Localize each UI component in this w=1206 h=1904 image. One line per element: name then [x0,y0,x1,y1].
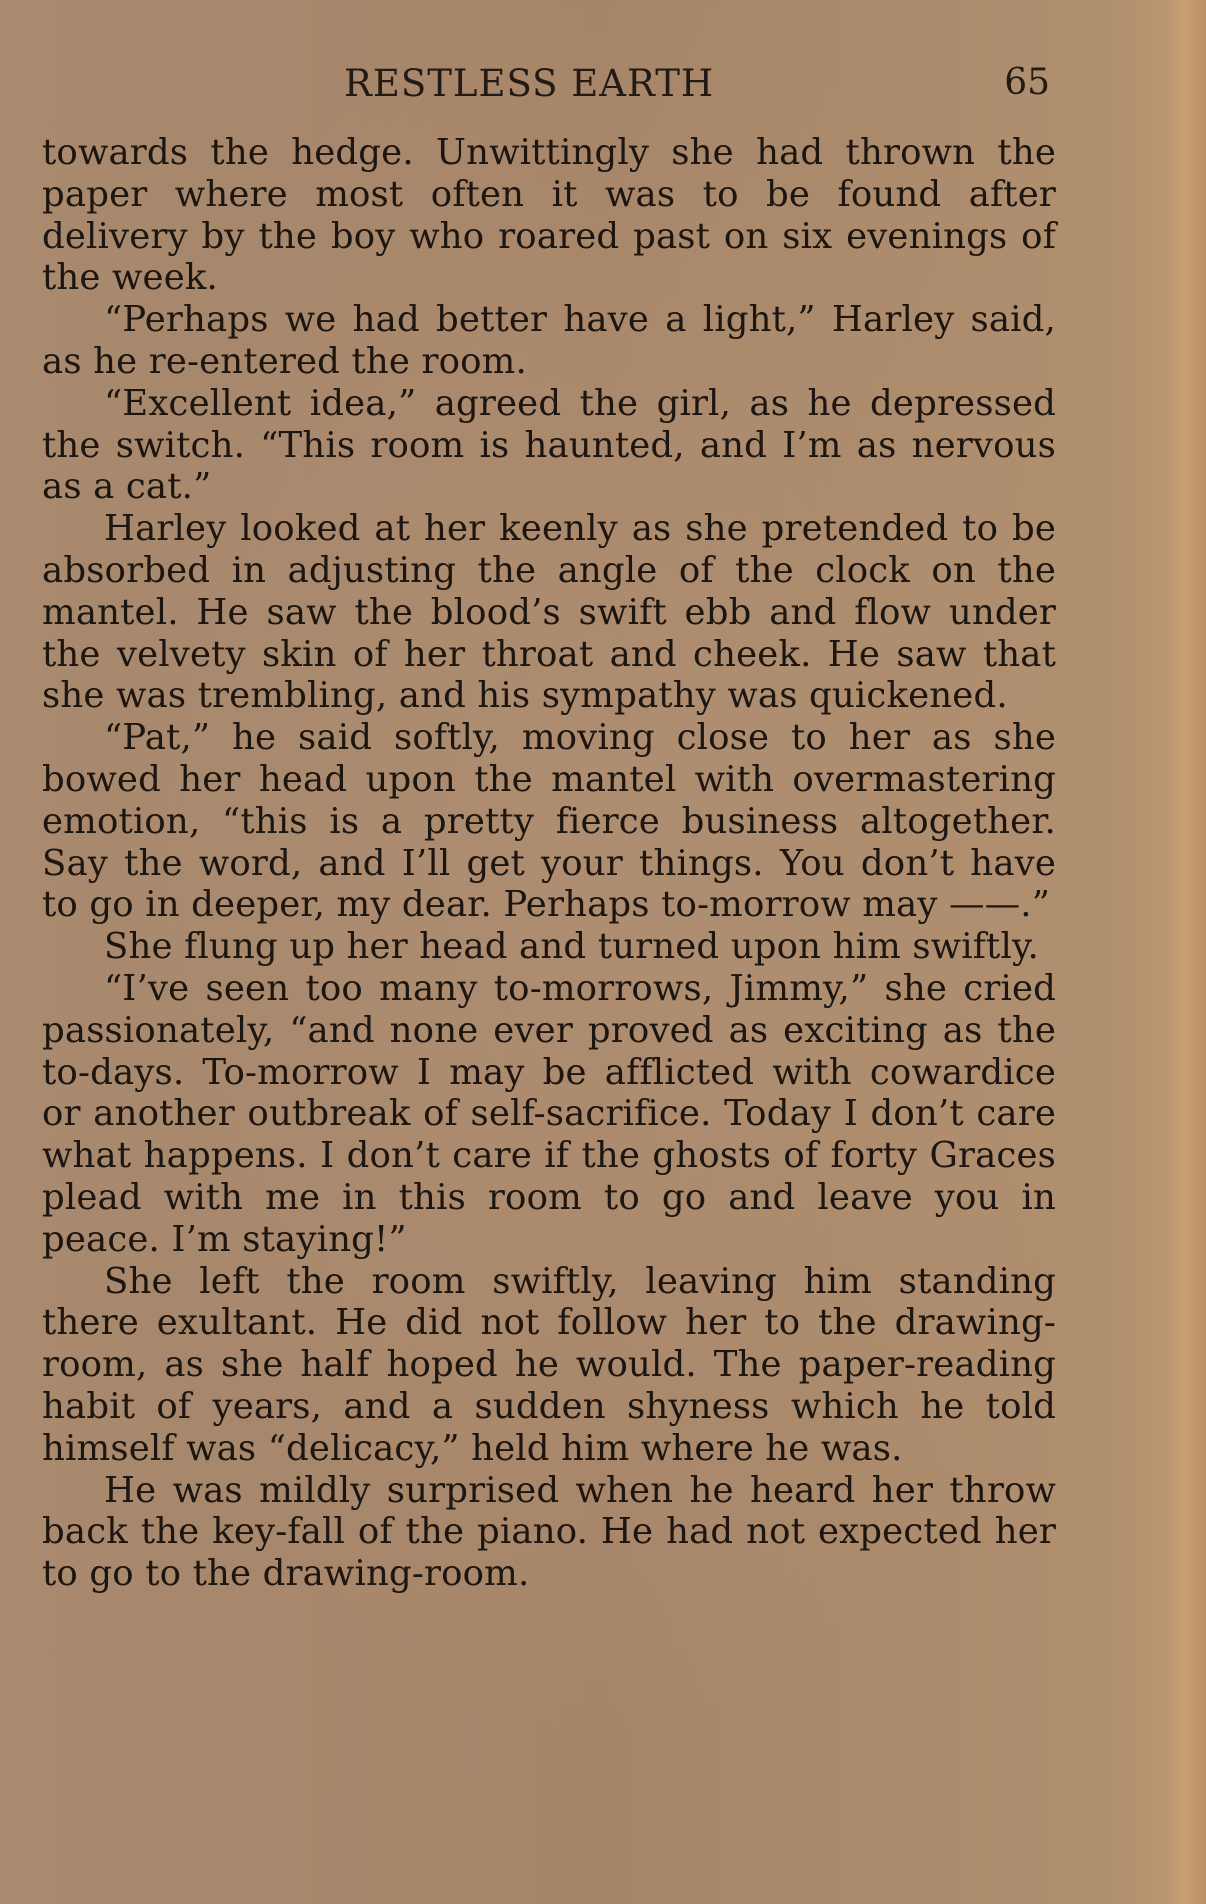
body-text [42,132,1056,1595]
paragraph-8: She left the room swiftly, leaving him standing there exultant. He did not follow her to the drawing-room, as she half hoped he would. The paper-reading habit of years, and a sudden shyness which he told himself was “delicacy,” held him where he was. [42,1260,1056,1469]
paragraph-6: She flung up her head and turned upon him swiftly. [104,926,1039,968]
page-number: 65 [1004,62,1050,103]
running-head [40,62,1050,112]
paragraph-9: He was mildly surprised when he heard her throw back the key-fall of the piano. He had not expected her to go to the drawing-room. [42,1469,1056,1595]
paragraph-2: “Perhaps we had better have a light,” Harley said, as he re-entered the room. [42,299,1056,382]
page-edge [1168,0,1206,1904]
paragraph-1: towards the hedge. Unwittingly she had thrown the paper where most often it was to be found after delivery by the boy who roared past on six evenings of the week. [42,132,1056,299]
paragraph-5: “Pat,” he said softly, moving close to her as she bowed her head upon the mantel with overmastering emotion, “this is a pretty fierce business altogether. Say the word, and I’ll get your things. You don’t have to go in deeper, my dear. Perhaps to-morrow may ——.” [42,717,1056,926]
paragraph-7: “I’ve seen too many to-morrows, Jimmy,” she cried passionately, “and none ever proved as exciting as the to-days. To-morrow I may be afflicted with cowardice or another outbreak of self-sacrifice. Today I don’t care what happens. I don’t care if the ghosts of forty Graces plead with me in this room to go and leave you in peace. I’m staying!” [42,967,1056,1260]
paragraph-4: Harley looked at her keenly as she pretended to be absorbed in adjusting the angle of the clock on the mantel. He saw the blood’s swift ebb and flow under the velvety skin of her throat and cheek. He saw that she was trembling, and his sympathy was quickened. [42,508,1056,717]
running-title: RESTLESS EARTH [344,62,715,105]
paragraph-3: “Excellent idea,” agreed the girl, as he depressed the switch. “This room is haunted, and I’m as nervous as a cat.” [42,382,1056,508]
